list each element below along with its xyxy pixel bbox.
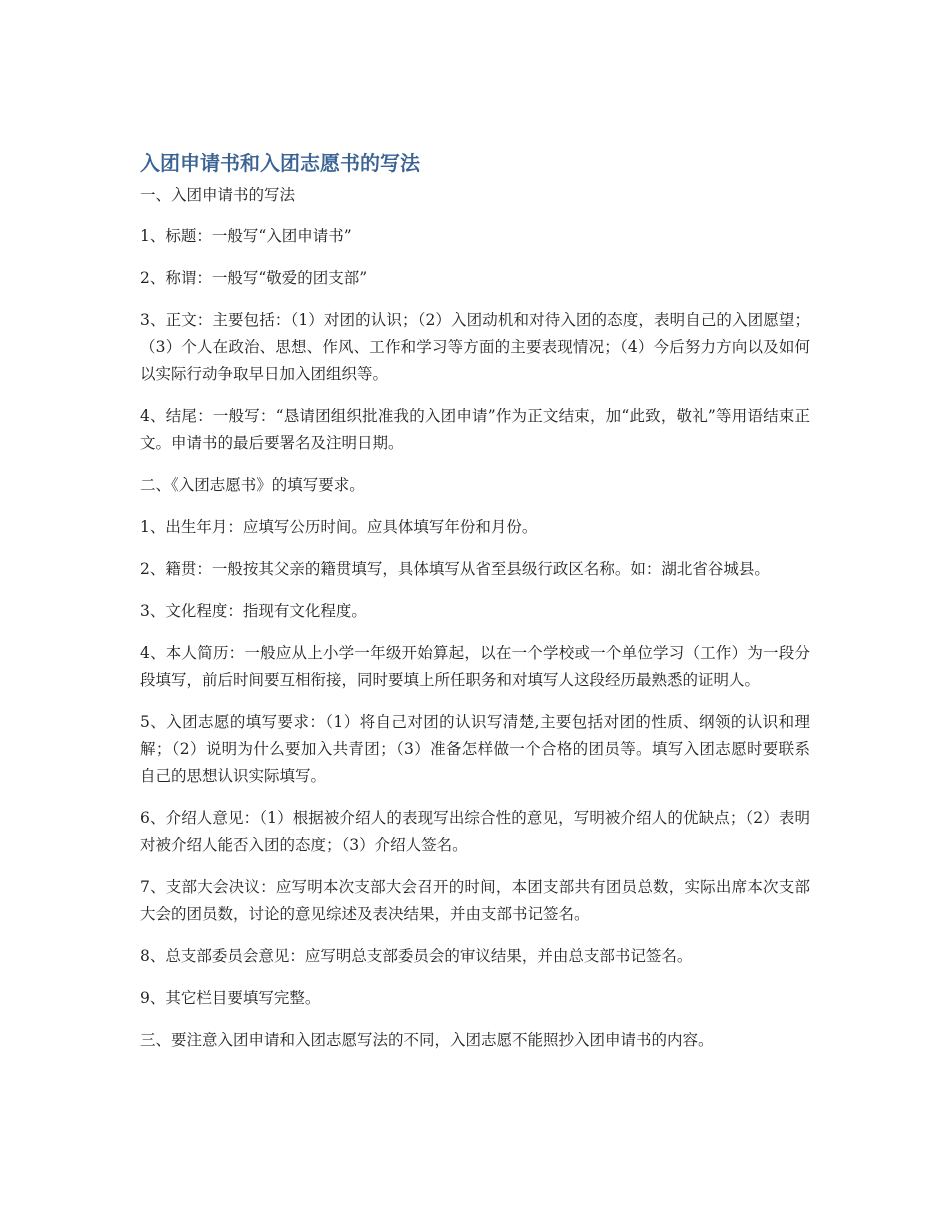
paragraph-ending-rule: 4、结尾：一般写：“恳请团组织批准我的入团申请”作为正文结束，加“此致，敬礼”等用语结束正文。申请书的最后要署名及注明日期。 [140, 407, 810, 452]
paragraph-referee-opinion: 6、介绍人意见：（1）根据被介绍人的表现写出综合性的意见，写明被介绍人的优缺点；（2）表明对被介绍人能否入团的态度；（3）介绍人签名。 [140, 809, 810, 854]
paragraph-branch-meeting-resolution: 7、支部大会决议：应写明本次支部大会召开的时间，本团支部共有团员总数，实际出席本次支部大会的团员数，讨论的意见综述及表决结果，并由支部书记签名。 [140, 878, 810, 923]
document-page [140, 148, 810, 1069]
paragraph-personal-resume: 4、本人简历：一般应从上小学一年级开始算起，以在一个学校或一个单位学习（工作）为一段分段填写，前后时间要互相衔接，同时要填上所任职务和对填写人这段经历最熟悉的证明人。 [140, 644, 810, 689]
paragraph-volunteer-requirements: 5、入团志愿的填写要求：（1）将自己对团的认识写清楚,主要包括对团的性质、纲领的认识和理解；（2）说明为什么要加入共青团；（3）准备怎样做一个合格的团员等。填写入团志愿时要联系自己的思想认识实际填写。 [140, 713, 810, 785]
section-heading-volunteer-form: 二、《入团志愿书》的填写要求。 [140, 476, 365, 494]
paragraph-general-branch-opinion: 8、总支部委员会意见：应写明总支部委员会的审议结果，并由总支部书记签名。 [140, 947, 693, 965]
paragraph-other-fields: 9、其它栏目要填写完整。 [140, 989, 321, 1007]
paragraph-education-level: 3、文化程度：指现有文化程度。 [140, 602, 367, 620]
paragraph-salutation-rule: 2、称谓：一般写“敬爱的团支部” [140, 269, 368, 287]
document-title: 入团申请书和入团志愿书的写法 [140, 151, 420, 175]
section-heading-application: 一、入团申请书的写法 [140, 186, 296, 204]
paragraph-body-rule: 3、正文：主要包括：（1）对团的认识；（2）入团动机和对待入团的态度，表明自己的入团愿望；（3）个人在政治、思想、作风、工作和学习等方面的主要表现情况；（4）今后努力方向以及如何以实际行动争取早日加入团组织等。 [140, 311, 810, 383]
section-heading-difference-note: 三、要注意入团申请和入团志愿写法的不同，入团志愿不能照抄入团申请书的内容。 [140, 1031, 714, 1049]
paragraph-birth-date: 1、出生年月：应填写公历时间。应具体填写年份和月份。 [140, 518, 538, 536]
paragraph-native-place: 2、籍贯：一般按其父亲的籍贯填写，具体填写从省至县级行政区名称。如：湖北省谷城县。 [140, 560, 770, 578]
paragraph-title-rule: 1、标题：一般写“入团申请书” [140, 227, 352, 245]
